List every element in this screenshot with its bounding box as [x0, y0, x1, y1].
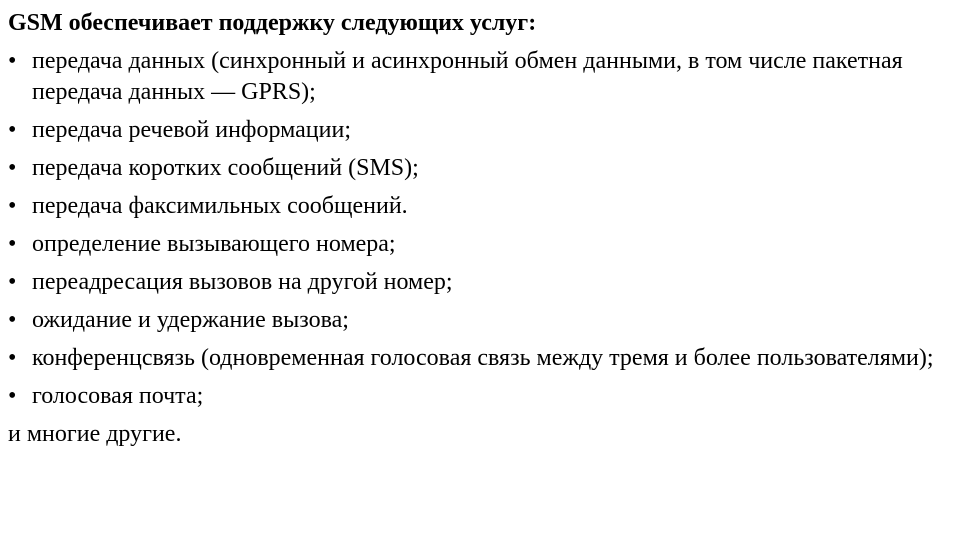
list-item-text: переадресация вызовов на другой номер;: [32, 269, 453, 295]
list-item-text: голосовая почта;: [32, 383, 204, 409]
list-item: [8, 46, 952, 108]
list-item: [8, 305, 952, 336]
list-item-text: передача данных (синхронный и асинхронный обмен данными, в том числе пакетная передача данных — GPRS);: [32, 48, 903, 105]
list-item: [8, 115, 952, 146]
list-item-text: передача речевой информации;: [32, 117, 351, 143]
bullet-icon: •: [8, 231, 17, 257]
closing-text: и многие другие.: [8, 421, 182, 447]
bullet-icon: •: [8, 48, 17, 74]
services-list: [8, 46, 952, 412]
list-item: [8, 153, 952, 184]
bullet-icon: •: [8, 117, 17, 143]
bullet-icon: •: [8, 383, 17, 409]
slide-heading: GSM обеспечивает поддержку следующих услуг:: [8, 10, 537, 36]
bullet-icon: •: [8, 193, 17, 219]
list-item: [8, 381, 952, 412]
bullet-icon: •: [8, 155, 17, 181]
list-item-text: конференцсвязь (одновременная голосовая связь между тремя и более пользователями);: [32, 345, 934, 371]
list-item-text: передача факсимильных сообщений.: [32, 193, 408, 219]
list-item: [8, 191, 952, 222]
list-item-text: передача коротких сообщений (SMS);: [32, 155, 419, 181]
list-item: [8, 229, 952, 260]
list-item-text: определение вызывающего номера;: [32, 231, 396, 257]
list-item-text: ожидание и удержание вызова;: [32, 307, 349, 333]
bullet-icon: •: [8, 269, 17, 295]
list-item: [8, 267, 952, 298]
bullet-icon: •: [8, 345, 17, 371]
bullet-icon: •: [8, 307, 17, 333]
slide-content: [8, 8, 952, 450]
list-item: [8, 343, 952, 374]
